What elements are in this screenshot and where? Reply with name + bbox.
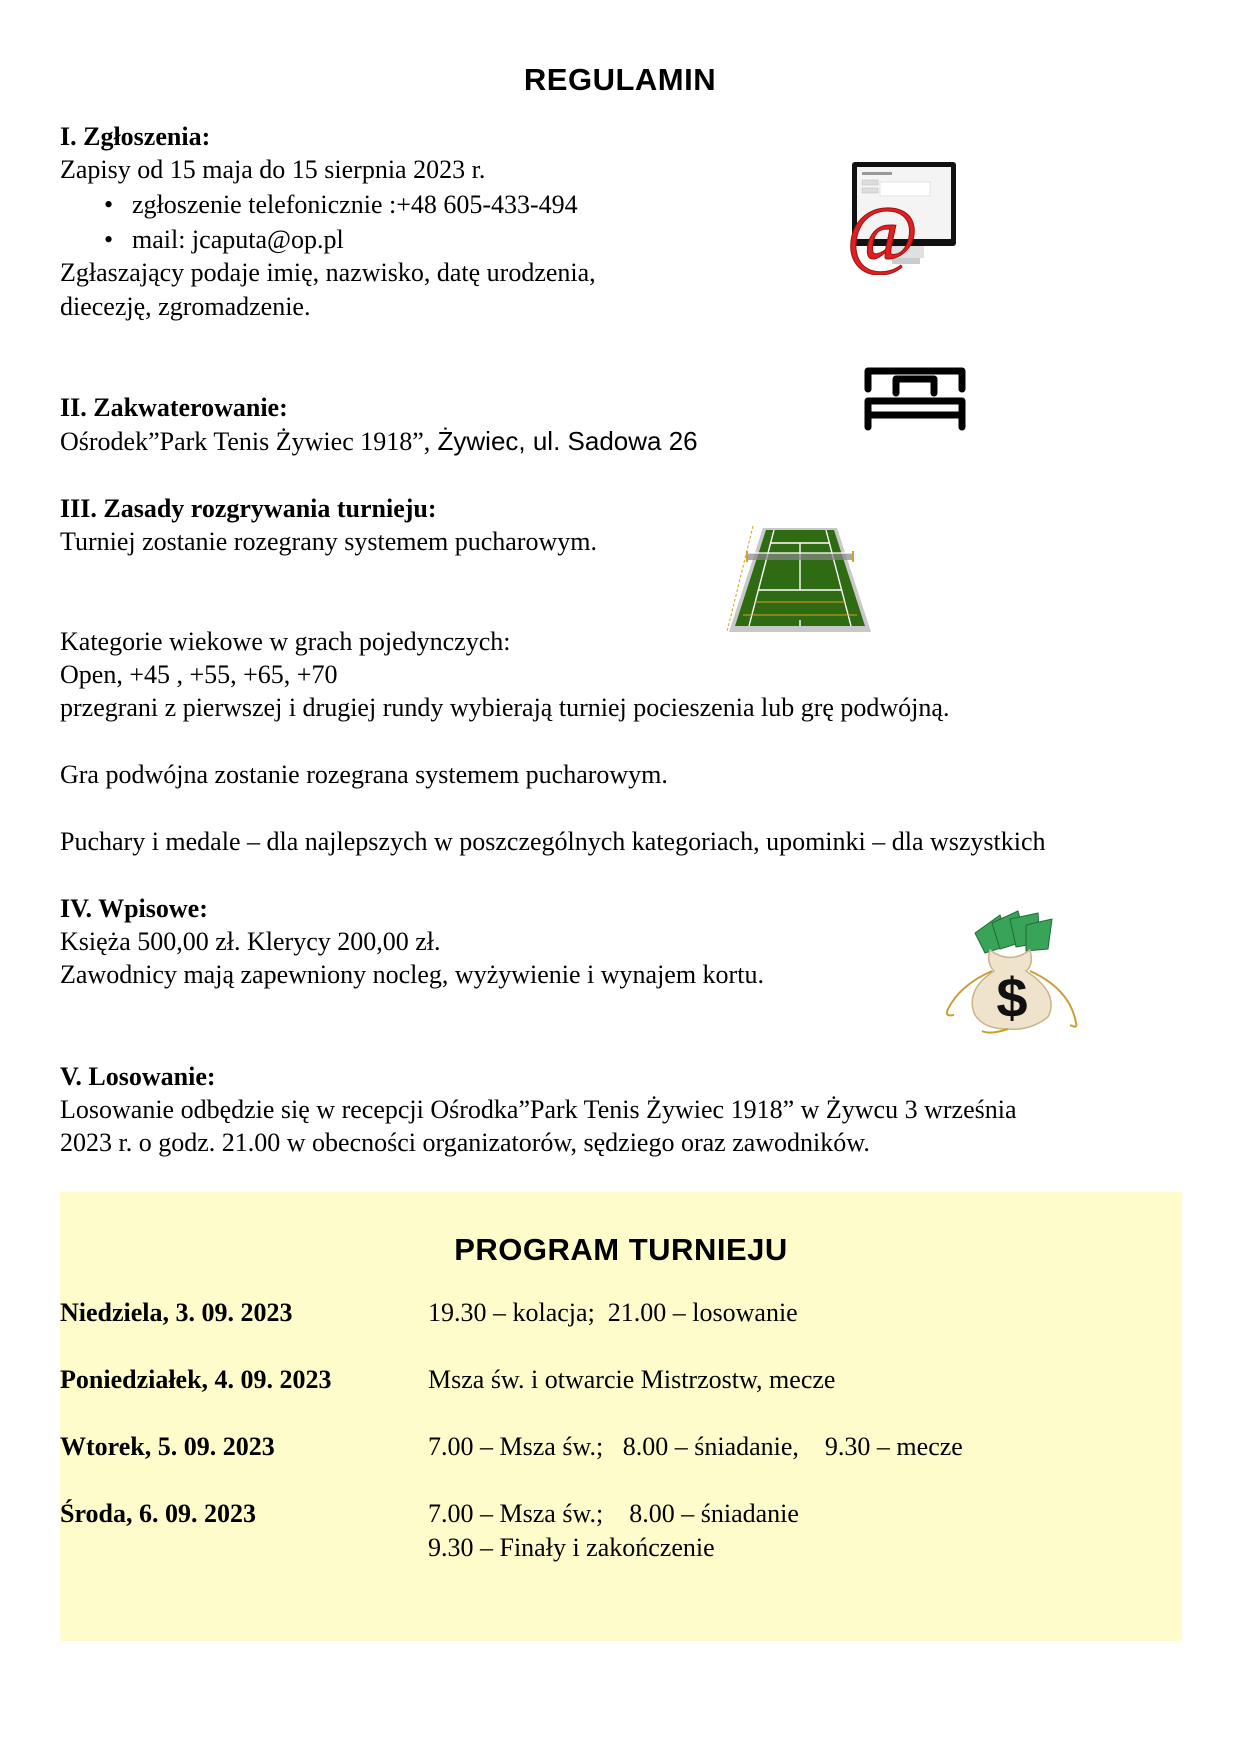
draw-line1: Losowanie odbędzie się w recepcji Ośrodka”Park Tenis Żywiec 1918” w Żywcu 3 września [60, 1095, 1017, 1124]
section-heading-wpisowe: IV. Wpisowe: [60, 894, 208, 923]
fee-includes: Zawodnicy mają zapewniony nocleg, wyżywienie i wynajem kortu. [60, 960, 764, 989]
section-heading-zgloszenia: I. Zgłoszenia: [60, 122, 211, 151]
bullet-icon: • [104, 225, 114, 254]
email-computer-icon [850, 160, 960, 275]
program-description [428, 1497, 799, 1565]
program-day: Poniedziałek, 4. 09. 2023 [60, 1365, 332, 1394]
program-box [60, 1192, 1182, 1641]
program-description [428, 1363, 835, 1397]
rules-prizes: Puchary i medale – dla najlepszych w poszczególnych kategoriach, upominki – dla wszystkich [60, 827, 1046, 856]
rules-consolation: przegrani z pierwszej i drugiej rundy wybierają turniej pocieszenia lub grę podwójną. [60, 693, 950, 722]
section-heading-zakwaterowanie: II. Zakwaterowanie: [60, 393, 288, 422]
mail-text[interactable]: mail: jcaputa@op.pl [132, 225, 344, 254]
program-line: 7.00 – Msza św.; 8.00 – śniadanie, 9.30 – mecze [428, 1432, 963, 1461]
tennis-court-icon [725, 524, 875, 636]
program-day: Niedziela, 3. 09. 2023 [60, 1298, 293, 1327]
program-line: Msza św. i otwarcie Mistrzostw, mecze [428, 1365, 836, 1394]
program-description [428, 1296, 798, 1330]
phone-text: zgłoszenie telefonicznie :+48 605-433-494 [132, 190, 578, 219]
program-description [428, 1430, 963, 1464]
bullet-mail [104, 225, 344, 255]
rules-age-categories: Open, +45 , +55, +65, +70 [60, 660, 338, 689]
accommodation-address [60, 426, 698, 457]
registration-dates: Zapisy od 15 maja do 15 sierpnia 2023 r. [60, 155, 486, 184]
rules-age-categories-label: Kategorie wiekowe w grach pojedynczych: [60, 627, 511, 656]
program-line: 9.30 – Finały i zakończenie [428, 1533, 715, 1562]
svg-text:$: $ [996, 966, 1028, 1029]
fee-amounts: Księża 500,00 zł. Klerycy 200,00 zł. [60, 927, 441, 956]
program-line: 7.00 – Msza św.; 8.00 – śniadanie [428, 1499, 799, 1528]
bed-icon [862, 365, 968, 432]
registration-note-line2: diecezję, zgromadzenie. [60, 292, 311, 321]
section-heading-zasady: III. Zasady rozgrywania turnieju: [60, 494, 437, 523]
accommodation-venue: Ośrodek”Park Tenis Żywiec 1918”, [60, 427, 431, 456]
rules-line-cup-system: Turniej zostanie rozegrany systemem pucharowym. [60, 527, 597, 556]
money-bag-icon [930, 905, 1090, 1035]
bullet-icon: • [104, 190, 114, 219]
bullet-phone [104, 190, 578, 220]
accommodation-street: Żywiec, ul. Sadowa 26 [430, 426, 698, 456]
rules-doubles: Gra podwójna zostanie rozegrana systemem pucharowym. [60, 760, 668, 789]
program-day: Środa, 6. 09. 2023 [60, 1499, 256, 1528]
registration-note-line1: Zgłaszający podaje imię, nazwisko, datę urodzenia, [60, 258, 596, 287]
section-heading-losowanie: V. Losowanie: [60, 1062, 216, 1091]
draw-line2: 2023 r. o godz. 21.00 w obecności organizatorów, sędziego oraz zawodników. [60, 1128, 870, 1157]
program-title: PROGRAM TURNIEJU [454, 1232, 788, 1267]
program-day: Wtorek, 5. 09. 2023 [60, 1432, 275, 1461]
program-line: 19.30 – kolacja; 21.00 – losowanie [428, 1298, 798, 1327]
document-title: REGULAMIN [523, 62, 717, 97]
svg-text:@: @ [850, 190, 918, 275]
